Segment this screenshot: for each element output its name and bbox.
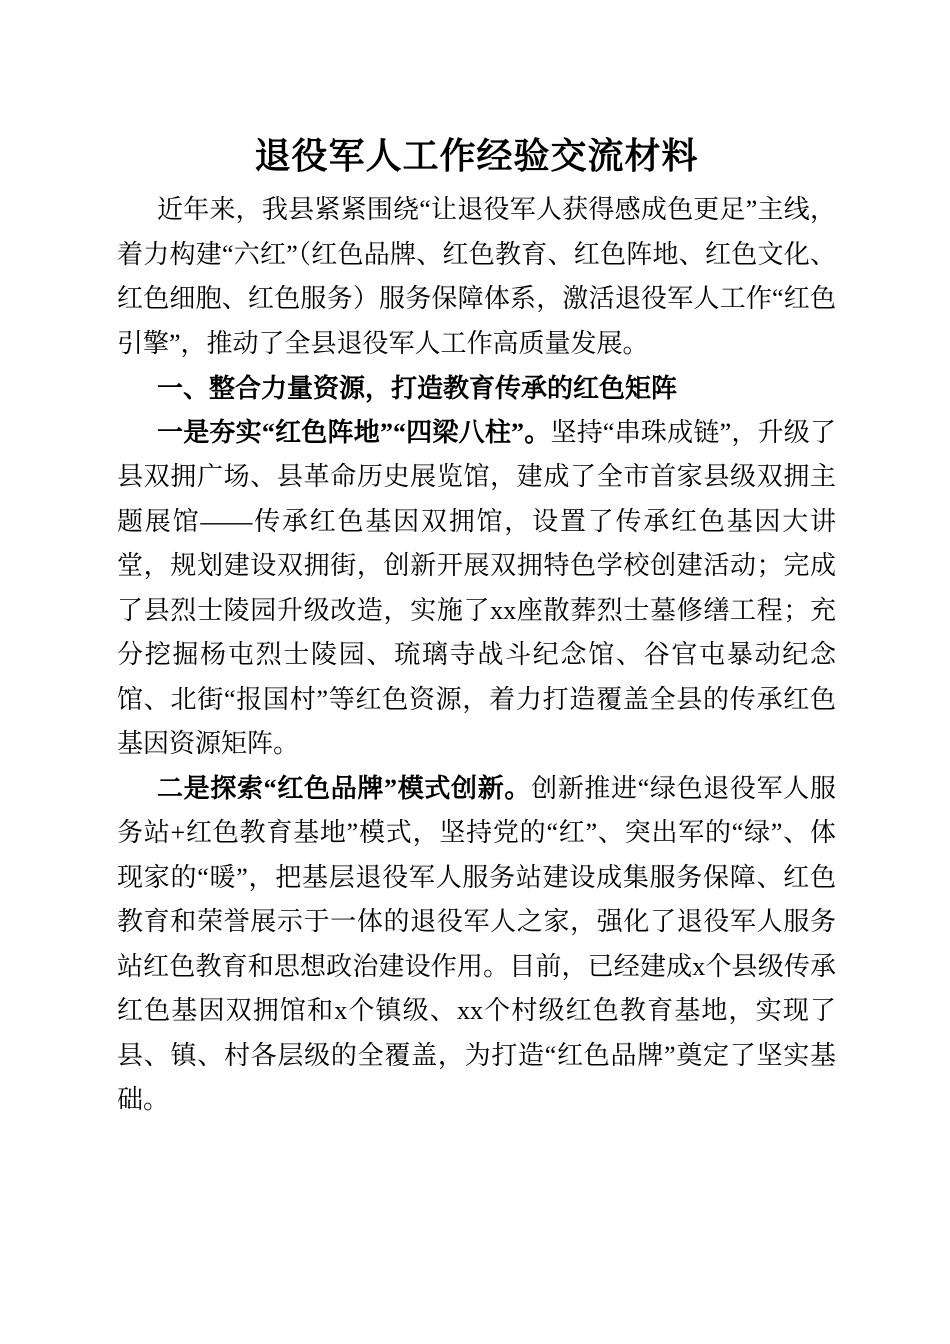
document-title: 退役军人工作经验交流材料 (254, 136, 699, 176)
paragraph-point-2-lead: 二是探索“红色品牌”模式创新。 (157, 773, 532, 803)
paragraph-point-1 (117, 411, 836, 767)
paragraph-intro: 近年来，我县紧紧围绕“让退役军人获得感成色更足”主线，着力构建“六红”（红色品牌、红色教育、红色阵地、红色文化、红色细胞、红色服务）服务保障体系，激活退役军人工作“红色引擎”，推动了全县退役军人工作高质量发展。 (117, 195, 836, 358)
section-heading-1: 一、整合力量资源，打造教育传承的红色矩阵 (157, 373, 678, 403)
paragraph-point-2 (117, 767, 836, 1123)
paragraph-point-1-text: 坚持“串珠成链”，升级了县双拥广场、县革命历史展览馆，建成了全市首家县级双拥主题展馆——传承红色基因双拥馆，设置了传承红色基因大讲堂，规划建设双拥街，创新开展双拥特色学校创建活动；完成了县烈士陵园升级改造，实施了xx座散葬烈士墓修缮工程；充分挖掘杨屯烈士陵园、琉璃寺战斗纪念馆、谷官屯暴动纪念馆、北街“报国村”等红色资源，着力打造覆盖全县的传承红色基因资源矩阵。 (117, 417, 836, 758)
paragraph-point-1-lead: 一是夯实“红色阵地”“四梁八柱”。 (157, 417, 551, 447)
paragraph-point-2-text: 创新推进“绿色退役军人服务站+红色教育基地”模式，坚持党的“红”、突出军的“绿”、体现家的“暖”，把基层退役军人服务站建设成集服务保障、红色教育和荣誉展示于一体的退役军人之家，强化了退役军人服务站红色教育和思想政治建设作用。目前，已经建成x个县级传承红色基因双拥馆和x个镇级、xx个村级红色教育基地，实现了县、镇、村各层级的全覆盖，为打造“红色品牌”奠定了坚实基础。 (117, 773, 836, 1114)
